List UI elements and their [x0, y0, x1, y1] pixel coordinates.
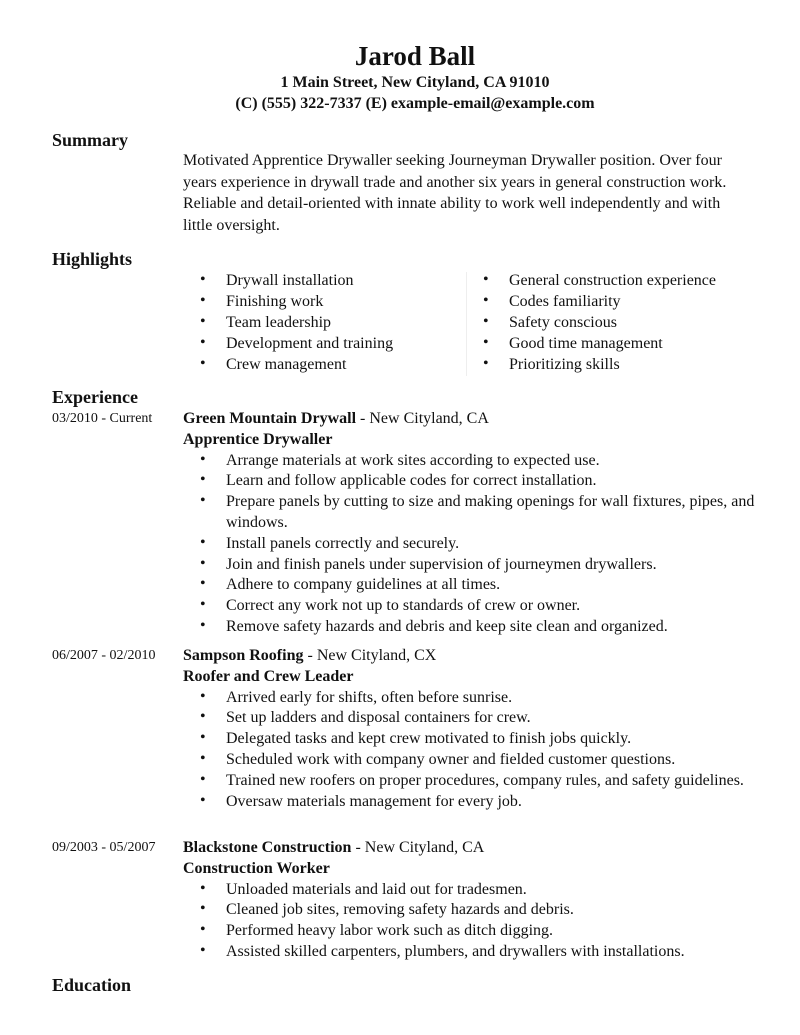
job-duty: • Assisted skilled carpenters, plumbers, and drywallers with installations. — [200, 942, 772, 963]
job-duty: • Oversaw materials management for every job. — [200, 792, 772, 813]
experience-entry — [52, 838, 772, 963]
candidate-name: Jarod Ball — [354, 41, 476, 71]
company-name: Blackstone Construction — [183, 839, 352, 856]
highlight-item: • Prioritizing skills — [483, 354, 716, 375]
job-title: Apprentice Drywaller — [183, 430, 333, 448]
highlight-item: • Safety conscious — [483, 312, 716, 333]
experience-entry — [52, 409, 772, 638]
job-duty: • Cleaned job sites, removing safety hazards and debris. — [200, 900, 772, 921]
company-name: Green Mountain Drywall — [183, 410, 357, 427]
experience-entry — [52, 646, 772, 812]
job-duty: • Install panels correctly and securely. — [200, 534, 772, 555]
resume-header — [0, 40, 800, 114]
job-duty: • Scheduled work with company owner and fielded customer questions. — [200, 750, 772, 771]
job-title: Construction Worker — [183, 859, 330, 877]
job-duty: • Remove safety hazards and debris and keep site clean and organized. — [200, 617, 772, 638]
summary-text: Motivated Apprentice Drywaller seeking Journeyman Drywaller position. Over four years experience in drywall trade and another six years in general construction work. Reliable and detail-oriented with innate ability to work well independently and with little oversight. — [183, 152, 727, 234]
highlight-item: • Codes familiarity — [483, 291, 716, 312]
company-location: - New Cityland, CA — [351, 839, 485, 856]
section-title-education: Education — [52, 975, 132, 995]
job-duty: • Unloaded materials and laid out for tradesmen. — [200, 880, 772, 901]
company-location: - New Cityland, CX — [303, 647, 437, 664]
highlight-item: • Good time management — [483, 333, 716, 354]
job-duty: • Adhere to company guidelines at all times. — [200, 575, 772, 596]
job-duty: • Delegated tasks and kept crew motivated to finish jobs quickly. — [200, 729, 772, 750]
address: 1 Main Street, New Cityland, CA 91010 — [280, 74, 550, 91]
job-title: Roofer and Crew Leader — [183, 667, 354, 685]
highlight-item: • Drywall installation — [200, 270, 393, 291]
job-duty: • Prepare panels by cutting to size and making openings for wall fixtures, pipes, and windows. — [200, 492, 772, 534]
job-duty: • Arrived early for shifts, often before sunrise. — [200, 688, 772, 709]
section-title-summary: Summary — [52, 130, 128, 150]
highlight-item: • Development and training — [200, 333, 393, 354]
job-dates: 03/2010 - Current — [52, 411, 153, 426]
job-duty: • Learn and follow applicable codes for correct installation. — [200, 471, 772, 492]
highlights-right-column — [483, 270, 716, 375]
job-duty: • Performed heavy labor work such as ditch digging. — [200, 921, 772, 942]
job-duty: • Trained new roofers on proper procedures, company rules, and safety guidelines. — [200, 771, 772, 792]
highlights-left-column — [200, 270, 393, 375]
job-duty: • Correct any work not up to standards of crew or owner. — [200, 596, 772, 617]
job-duty: • Set up ladders and disposal containers for crew. — [200, 708, 772, 729]
section-title-experience: Experience — [52, 387, 138, 407]
job-dates: 09/2003 - 05/2007 — [52, 840, 156, 855]
company-name: Sampson Roofing — [183, 647, 304, 664]
highlights-divider — [466, 272, 467, 376]
section-title-highlights: Highlights — [52, 249, 133, 269]
job-duty: • Join and finish panels under supervision of journeymen drywallers. — [200, 555, 772, 576]
highlight-item: • Team leadership — [200, 312, 393, 333]
company-location: - New Cityland, CA — [356, 410, 489, 427]
job-duty: • Arrange materials at work sites according to expected use. — [200, 451, 772, 472]
highlight-item: • General construction experience — [483, 270, 716, 291]
highlight-item: • Crew management — [200, 354, 393, 375]
highlight-item: • Finishing work — [200, 291, 393, 312]
contact-info: (C) (555) 322-7337 (E) example-email@example.com — [235, 95, 595, 112]
job-dates: 06/2007 - 02/2010 — [52, 648, 156, 663]
